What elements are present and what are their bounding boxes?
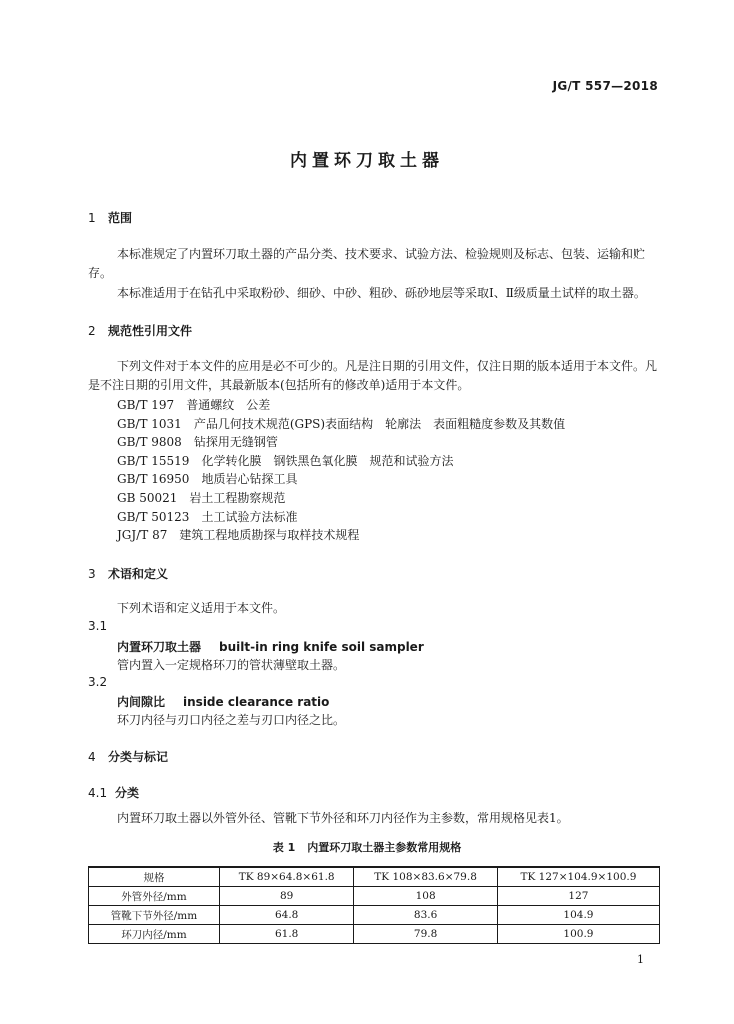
table-title: 内置环刀取土器主参数常用规格 (307, 841, 462, 854)
subsection-number: 4.1 (88, 786, 108, 800)
table-header-cell: TK 127×104.9×100.9 (497, 867, 659, 887)
table-cell: 79.8 (354, 925, 498, 944)
section-3-heading (88, 565, 168, 582)
table-header-cell: 规格 (89, 867, 220, 887)
normative-ref-paragraph: 下列文件对于本文件的应用是必不可少的。凡是注日期的引用文件，仅注日期的版本适用于本文件。凡是不注日期的引用文件，其最新版本(包括所有的修改单)适用于本文件。 (88, 359, 658, 392)
table-cell: 127 (497, 887, 659, 906)
section-number: 2 (88, 324, 96, 338)
section-title: 范围 (108, 211, 133, 225)
term-heading (117, 693, 329, 710)
classification-paragraph: 内置环刀取土器以外管外径、管靴下节外径和环刀内径作为主参数，常用规格见表1。 (117, 811, 569, 825)
table-cell: 108 (354, 887, 498, 906)
table-row (89, 925, 660, 944)
subsection-title: 分类 (115, 786, 140, 800)
reference-item: GB 50021 岩土工程勘察规范 (117, 490, 286, 505)
section-1-heading (88, 209, 132, 226)
table-cell: 104.9 (497, 906, 659, 925)
table-header-row (89, 867, 660, 887)
terms-intro-paragraph: 下列术语和定义适用于本文件。 (117, 601, 286, 615)
table-cell: 管靴下节外径/mm (89, 906, 220, 925)
table-cell: 89 (220, 887, 354, 906)
reference-item: JGJ/T 87 建筑工程地质勘探与取样技术规程 (117, 528, 360, 543)
reference-item: GB/T 50123 土工试验方法标准 (117, 509, 298, 524)
term-en: inside clearance ratio (183, 695, 330, 709)
term-heading (117, 638, 424, 655)
document-title: 内置环刀取土器 (290, 151, 444, 171)
section-number: 3 (88, 567, 96, 581)
table-row (89, 887, 660, 906)
table-cell: 64.8 (220, 906, 354, 925)
term-number: 3.1 (88, 619, 108, 633)
term-definition: 环刀内径与刃口内径之差与刃口内径之比。 (117, 713, 346, 727)
term-definition: 管内置入一定规格环刀的管状薄壁取土器。 (117, 658, 346, 672)
table-label: 表 1 (272, 841, 296, 854)
standard-code: JG/T 557—2018 (552, 79, 658, 93)
reference-item: GB/T 197 普通螺纹 公差 (117, 398, 271, 412)
term-zh: 内间隙比 (117, 695, 166, 709)
section-number: 4 (88, 750, 96, 764)
section-number: 1 (88, 211, 96, 225)
table-cell: 环刀内径/mm (89, 925, 220, 944)
reference-item: GB/T 16950 地质岩心钻探工具 (117, 472, 298, 487)
section-title: 分类与标记 (108, 750, 169, 764)
table-cell: 83.6 (354, 906, 498, 925)
table-cell: 100.9 (497, 925, 659, 944)
scope-paragraph-1: 本标准规定了内置环刀取土器的产品分类、技术要求、试验方法、检验规则及标志、包装、运输和贮存。 (88, 247, 646, 280)
page-number: 1 (637, 953, 644, 966)
reference-item: GB/T 1031 产品几何技术规范(GPS)表面结构 轮廓法 表面粗糙度参数及其数值 (117, 416, 566, 431)
section-title: 术语和定义 (108, 567, 169, 581)
table-header-cell: TK 89×64.8×61.8 (220, 867, 354, 887)
reference-item: GB/T 9808 钻探用无缝钢管 (117, 435, 278, 450)
section-4-heading (88, 748, 168, 765)
spec-table (88, 866, 660, 944)
term-en: built-in ring knife soil sampler (219, 640, 424, 654)
term-zh: 内置环刀取土器 (117, 640, 202, 654)
table-header-cell: TK 108×83.6×79.8 (354, 867, 498, 887)
section-2-heading (88, 322, 192, 339)
table-caption (0, 839, 734, 855)
reference-list (117, 396, 565, 545)
reference-item: GB/T 15519 化学转化膜 钢铁黑色氧化膜 规范和试验方法 (117, 453, 454, 468)
subsection-4-1-heading (88, 784, 139, 801)
table-row (89, 906, 660, 925)
table-cell: 61.8 (220, 925, 354, 944)
table-cell: 外管外径/mm (89, 887, 220, 906)
term-number: 3.2 (88, 675, 108, 689)
scope-paragraph-2: 本标准适用于在钻孔中采取粉砂、细砂、中砂、粗砂、砾砂地层等采取Ⅰ、Ⅱ级质量土试样的取土器。 (117, 286, 646, 300)
section-title: 规范性引用文件 (108, 324, 193, 338)
